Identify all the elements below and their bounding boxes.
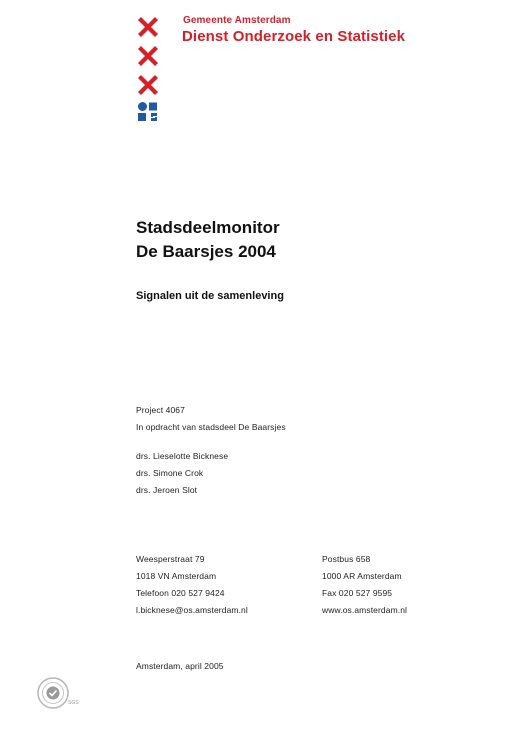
po-box: Postbus 658 xyxy=(322,554,371,564)
project-number: Project 4067 xyxy=(136,405,185,415)
address-block-left xyxy=(136,551,248,619)
postal-city: 1018 VN Amsterdam xyxy=(136,571,217,581)
document-title xyxy=(136,216,280,264)
street-address: Weesperstraat 79 xyxy=(136,554,205,564)
author-list xyxy=(136,448,228,499)
project-info xyxy=(136,402,286,436)
amsterdam-cross-icon xyxy=(136,73,160,97)
department-name: Dienst Onderzoek en Statistiek xyxy=(182,28,406,45)
os-logo-icon xyxy=(137,101,159,123)
website: www.os.amsterdam.nl xyxy=(322,605,408,615)
author-name: drs. Simone Crok xyxy=(136,468,204,478)
document-subtitle: Signalen uit de samenleving xyxy=(136,290,284,302)
title-line-2: De Baarsjes 2004 xyxy=(136,242,276,261)
place-date: Amsterdam, april 2005 xyxy=(136,661,224,671)
organization-name: Gemeente Amsterdam xyxy=(183,15,291,26)
fax: Fax 020 527 9595 xyxy=(322,588,393,598)
sgs-certification-icon xyxy=(36,676,70,710)
amsterdam-cross-icon xyxy=(136,15,160,39)
sgs-label: SGS xyxy=(68,700,79,706)
po-postal-city: 1000 AR Amsterdam xyxy=(322,571,402,581)
telephone: Telefoon 020 527 9424 xyxy=(136,588,225,598)
email-address: l.bicknese@os.amsterdam.nl xyxy=(136,605,248,615)
title-line-1: Stadsdeelmonitor xyxy=(136,218,280,237)
author-name: drs. Lieselotte Bicknese xyxy=(136,451,229,461)
author-name: drs. Jeroen Slot xyxy=(136,485,198,495)
amsterdam-cross-icon xyxy=(136,44,160,68)
amsterdam-logo xyxy=(136,15,160,102)
project-commission: In opdracht van stadsdeel De Baarsjes xyxy=(136,422,286,432)
address-block-right xyxy=(322,551,407,619)
